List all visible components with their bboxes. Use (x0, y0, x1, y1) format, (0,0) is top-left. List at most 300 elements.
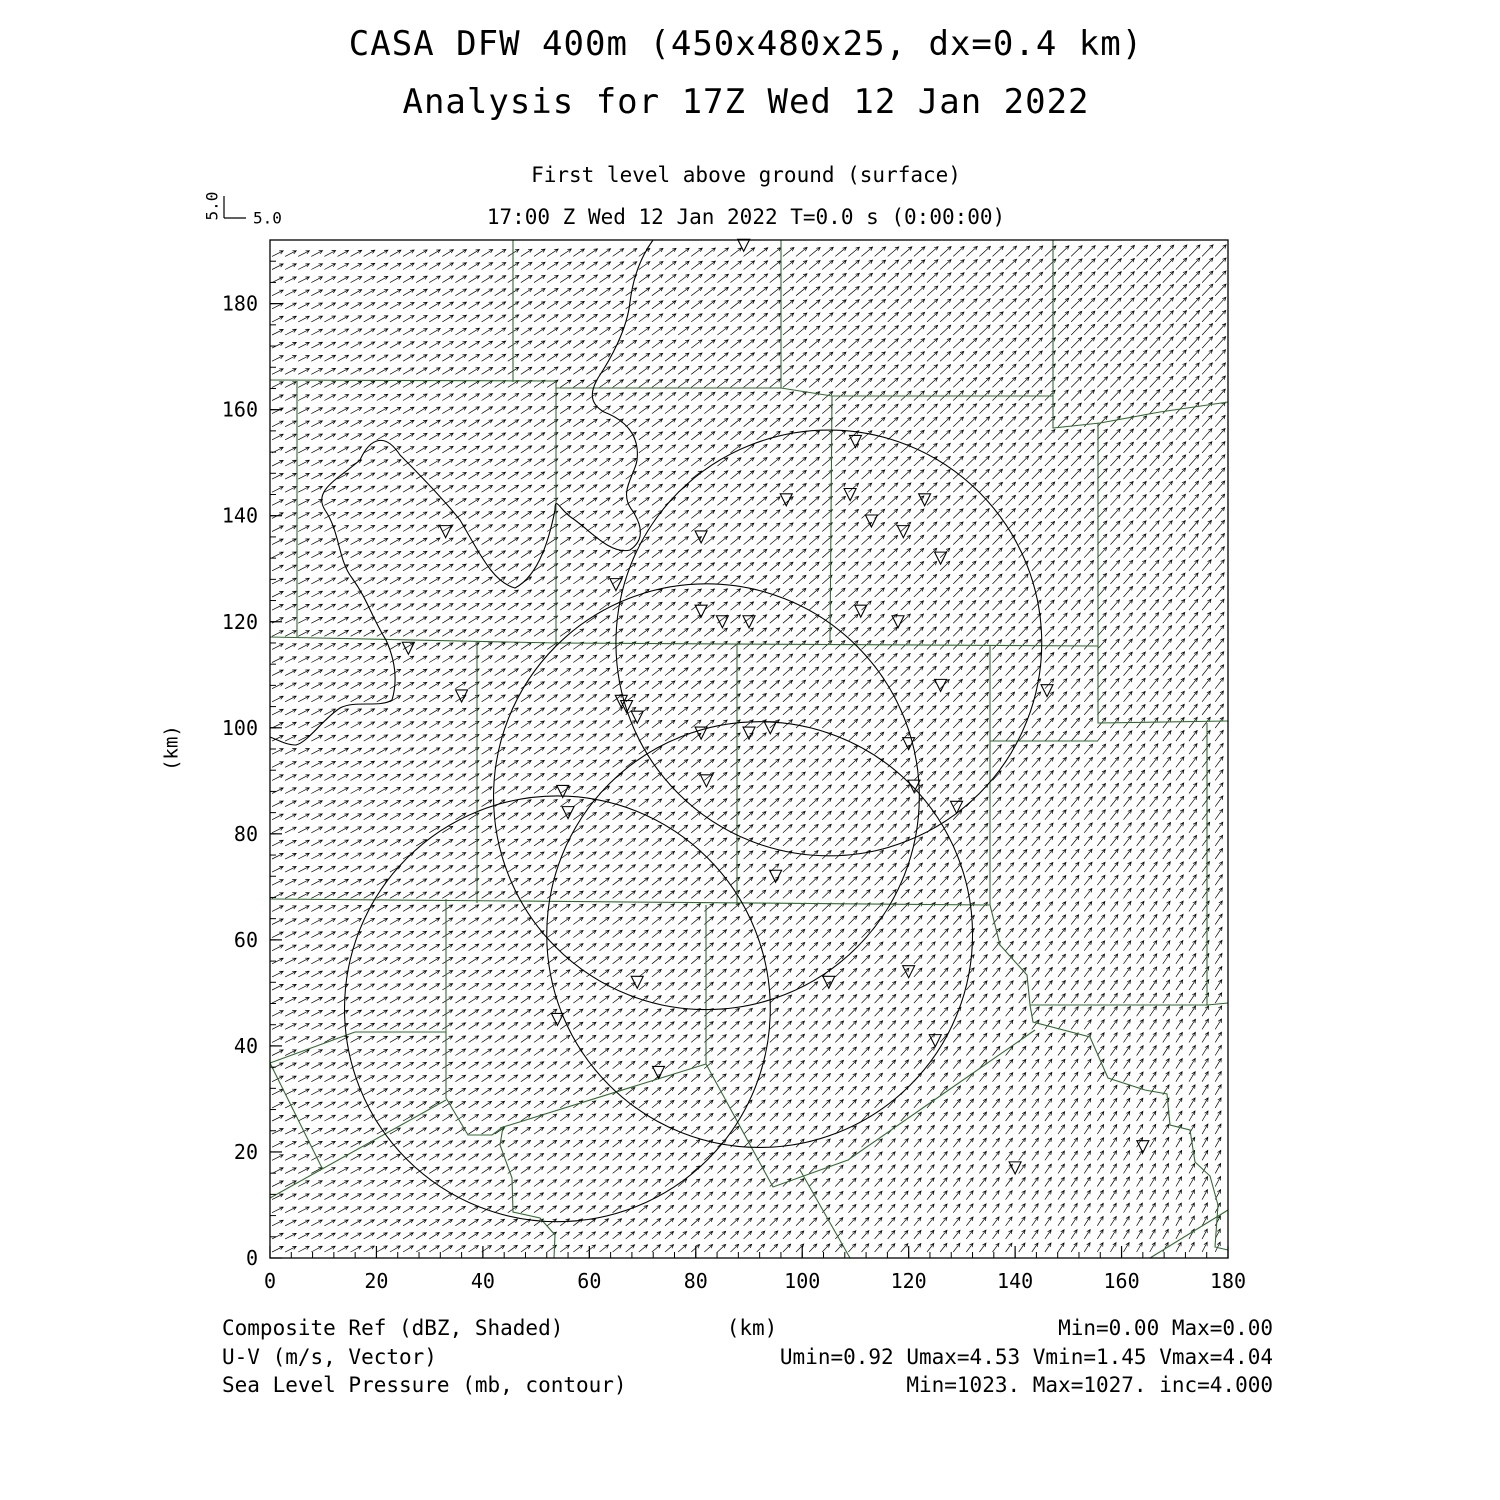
wind-vector (547, 1153, 557, 1160)
wind-vector (364, 394, 375, 400)
wind-vector (1189, 1019, 1196, 1029)
wind-vector (285, 893, 296, 899)
wind-vector (364, 1194, 375, 1200)
wind-vector (1110, 1059, 1117, 1069)
wind-vector (600, 498, 611, 506)
wind-vector (324, 447, 335, 453)
wind-vector (311, 631, 322, 637)
wind-vector (429, 381, 440, 388)
wind-vector (665, 379, 676, 387)
wind-vector (1006, 863, 1014, 872)
wind-vector (1032, 941, 1040, 951)
wind-vector (586, 1075, 596, 1082)
wind-vector (416, 525, 427, 531)
wind-vector (521, 511, 532, 518)
wind-vector (311, 932, 322, 938)
wind-vector (1150, 875, 1158, 885)
wind-vector (390, 1076, 401, 1082)
wind-vector (600, 865, 610, 872)
wind-vector (796, 575, 806, 584)
wind-vector (495, 1036, 505, 1043)
wind-vector (573, 1088, 583, 1095)
wind-vector (429, 1049, 439, 1055)
wind-vector (1176, 468, 1186, 479)
wind-vector (508, 616, 519, 623)
wind-vector (770, 772, 779, 780)
wind-vector (351, 447, 362, 453)
wind-vector (482, 407, 493, 414)
wind-vector (521, 1167, 531, 1174)
wind-vector (351, 905, 362, 911)
wind-vector (626, 1245, 635, 1252)
wind-vector (626, 1061, 635, 1068)
wind-vector (272, 526, 283, 532)
wind-vector (429, 840, 440, 846)
wind-vector (495, 721, 506, 728)
wind-vector (364, 787, 375, 793)
wind-vector (560, 773, 570, 780)
wind-vector (1150, 757, 1158, 767)
wind-vector (377, 1010, 388, 1016)
wind-vector (966, 784, 975, 793)
wind-vector (744, 654, 754, 662)
wind-vector (1084, 875, 1092, 885)
wind-vector (560, 616, 570, 623)
wind-vector (835, 365, 846, 374)
wind-vector (429, 1233, 439, 1239)
wind-vector (416, 1246, 426, 1252)
wind-vector (1032, 771, 1041, 781)
wind-vector (311, 447, 322, 453)
wind-vector (285, 814, 296, 820)
wind-vector (875, 772, 884, 781)
wind-vector (586, 459, 597, 467)
wind-vector (1110, 547, 1119, 558)
wind-vector (796, 1034, 805, 1042)
wind-vector (862, 1086, 870, 1094)
wind-vector (888, 863, 897, 872)
wind-vector (783, 549, 793, 558)
wind-vector (639, 353, 650, 361)
wind-vector (547, 1088, 557, 1095)
wind-vector (272, 1063, 283, 1069)
wind-vector (953, 614, 963, 624)
wind-vector (626, 406, 637, 414)
wind-vector (416, 1180, 426, 1186)
wind-vector (560, 970, 570, 977)
wind-vector (1163, 823, 1171, 833)
wind-vector (993, 653, 1002, 663)
wind-vector (482, 1049, 492, 1056)
wind-vector (1202, 468, 1212, 479)
wind-vector (364, 1167, 375, 1173)
wind-vector (639, 734, 649, 742)
wind-vector (1071, 652, 1080, 662)
wind-vector (1189, 1164, 1195, 1174)
wind-vector (848, 785, 857, 794)
wind-vector (600, 773, 610, 780)
wind-vector (731, 1218, 739, 1226)
wind-vector (600, 1022, 610, 1029)
wind-vector (783, 589, 793, 598)
wind-vector (1124, 1059, 1131, 1069)
wind-vector (311, 958, 322, 964)
wind-vector (364, 670, 375, 676)
wind-vector (1176, 941, 1183, 951)
wind-vector (809, 379, 820, 388)
wind-vector (442, 1010, 452, 1016)
wind-vector (311, 513, 322, 519)
wind-vector (573, 1166, 582, 1173)
wind-vector (1202, 967, 1209, 977)
wind-vector (311, 408, 322, 414)
wind-vector (1084, 731, 1093, 741)
wind-vector (1215, 1150, 1221, 1160)
wind-vector (665, 1153, 674, 1160)
wind-vector (678, 1114, 687, 1122)
wind-vector (1097, 574, 1106, 584)
wind-vector (953, 1165, 960, 1174)
wind-vector (888, 1034, 896, 1043)
wind-vector (455, 748, 466, 755)
wind-vector (416, 564, 427, 570)
wind-vector (1071, 718, 1080, 728)
wind-vector (1215, 980, 1222, 990)
wind-vector (1215, 455, 1225, 466)
wind-vector (324, 788, 335, 794)
wind-vector (416, 1141, 426, 1147)
wind-vector (482, 826, 492, 833)
wind-vector (809, 969, 818, 977)
wind-vector (586, 1232, 595, 1239)
wind-vector (927, 745, 936, 754)
wind-vector (1215, 481, 1225, 492)
wind-vector (835, 929, 844, 938)
wind-vector (1176, 1098, 1182, 1108)
wind-vector (455, 774, 466, 781)
wind-vector (704, 1245, 712, 1253)
wind-vector (665, 760, 675, 768)
wind-vector (377, 643, 388, 649)
wind-vector (1058, 639, 1067, 649)
wind-vector (1058, 954, 1066, 964)
wind-vector (521, 1088, 531, 1095)
wind-vector (901, 1034, 909, 1043)
wind-vector (848, 1191, 856, 1199)
wind-vector (1045, 521, 1055, 531)
wind-vector (691, 982, 700, 990)
wind-vector (665, 1140, 674, 1147)
wind-vector (1202, 914, 1209, 924)
wind-vector (875, 1191, 883, 1199)
wind-vector (1006, 941, 1014, 950)
wind-vector (469, 1010, 479, 1017)
wind-vector (744, 563, 754, 571)
wind-vector (416, 551, 427, 557)
wind-vector (1137, 1216, 1143, 1226)
wind-vector (1124, 678, 1133, 688)
wind-vector (285, 644, 296, 650)
wind-vector (338, 919, 349, 925)
wind-vector (534, 1232, 544, 1239)
wind-vector (324, 892, 335, 898)
wind-vector (613, 367, 624, 375)
wind-vector (822, 719, 831, 728)
wind-vector (429, 1154, 439, 1160)
wind-vector (442, 564, 453, 571)
wind-vector (652, 353, 663, 361)
wind-vector (953, 561, 963, 571)
wind-vector (573, 459, 584, 466)
wind-vector (1110, 377, 1120, 388)
wind-vector (770, 1218, 778, 1226)
wind-vector (573, 1206, 582, 1213)
wind-vector (390, 1062, 401, 1068)
wind-vector (848, 562, 858, 571)
wind-vector (875, 732, 884, 741)
wind-vector (1045, 1059, 1052, 1068)
wind-vector (652, 629, 662, 637)
wind-vector (403, 433, 414, 439)
wind-vector (770, 1034, 779, 1042)
wind-vector (796, 510, 806, 519)
wind-vector (704, 799, 714, 807)
wind-vector (626, 458, 637, 466)
wind-vector (285, 801, 296, 807)
wind-vector (351, 919, 362, 925)
wind-vector (1006, 876, 1014, 885)
wind-vector (600, 393, 611, 401)
wind-vector (508, 1114, 518, 1121)
wind-vector (783, 628, 793, 637)
wind-vector (1045, 613, 1054, 623)
wind-vector (626, 1166, 635, 1173)
wind-vector (390, 1154, 401, 1160)
wind-vector (338, 1089, 349, 1095)
wind-vector (1019, 1099, 1026, 1108)
wind-vector (770, 1061, 779, 1069)
wind-vector (822, 864, 831, 873)
wind-vector (979, 692, 988, 702)
wind-vector (1084, 429, 1094, 440)
wind-vector (364, 1023, 375, 1029)
wind-vector (848, 916, 857, 925)
wind-vector (495, 1219, 505, 1226)
wind-vector (993, 1138, 1000, 1147)
wind-vector (1071, 666, 1080, 676)
wind-vector (731, 956, 740, 964)
wind-vector (744, 458, 755, 466)
wind-vector (966, 706, 975, 715)
wind-vector (979, 981, 987, 990)
wind-vector (377, 486, 388, 492)
wind-vector (534, 1140, 544, 1147)
wind-vector (613, 812, 623, 819)
wind-vector (338, 591, 349, 597)
wind-vector (927, 614, 937, 623)
wind-vector (521, 996, 531, 1003)
wind-vector (1176, 665, 1185, 676)
wind-vector (324, 801, 335, 807)
wind-vector (1137, 455, 1147, 466)
wind-vector (1215, 1163, 1221, 1173)
wind-vector (429, 669, 440, 676)
wind-vector (1097, 836, 1105, 846)
wind-vector (665, 655, 675, 663)
wind-vector (1163, 494, 1173, 505)
wind-vector (285, 853, 296, 859)
wind-vector (324, 827, 335, 833)
wind-vector (613, 1192, 622, 1199)
wind-vector (848, 1244, 855, 1252)
wind-vector (966, 1099, 973, 1108)
wind-vector (888, 509, 898, 518)
wind-vector (691, 1035, 700, 1043)
wind-vector (678, 825, 688, 833)
wind-vector (862, 890, 871, 899)
wind-vector (324, 814, 335, 820)
wind-vector (731, 838, 740, 846)
wind-vector (1150, 928, 1157, 938)
wind-vector (1097, 1125, 1103, 1135)
wind-vector (1097, 639, 1106, 649)
wind-vector (521, 957, 531, 964)
wind-vector (796, 772, 805, 780)
wind-vector (652, 524, 662, 532)
wind-vector (993, 1033, 1000, 1042)
wind-vector (875, 470, 885, 479)
wind-vector (652, 1114, 661, 1121)
wind-vector (1097, 993, 1104, 1003)
wind-vector (744, 785, 754, 793)
wind-vector (298, 1063, 309, 1069)
wind-vector (429, 630, 440, 637)
wind-vector (809, 470, 819, 479)
wind-vector (403, 473, 414, 479)
wind-vector (783, 484, 793, 493)
wind-vector (1215, 743, 1223, 754)
wind-vector (285, 421, 296, 427)
wind-vector (1058, 757, 1067, 767)
chart-title-line1: CASA DFW 400m (450x480x25, dx=0.4 km) (348, 24, 1144, 64)
wind-vector (796, 916, 805, 924)
wind-vector (678, 445, 689, 453)
wind-vector (573, 1245, 582, 1252)
wind-vector (469, 1115, 479, 1122)
wind-vector (783, 667, 793, 676)
wind-vector (613, 445, 624, 453)
wind-vector (744, 379, 755, 388)
wind-vector (586, 550, 597, 557)
wind-vector (1189, 1059, 1195, 1069)
wind-vector (560, 655, 570, 662)
wind-vector (311, 1207, 322, 1213)
wind-vector (835, 1178, 843, 1186)
wind-vector (770, 785, 779, 793)
wind-vector (966, 1165, 973, 1174)
wind-vector (1110, 1230, 1116, 1239)
wind-vector (1084, 534, 1094, 544)
wind-vector (1019, 600, 1028, 610)
wind-vector (1163, 678, 1172, 689)
wind-vector (809, 772, 818, 781)
wind-vector (809, 1231, 817, 1239)
wind-vector (429, 944, 439, 950)
wind-vector (508, 983, 518, 990)
wind-vector (377, 827, 388, 833)
wind-vector (442, 839, 453, 846)
wind-vector (914, 430, 924, 440)
wind-vector (901, 955, 909, 964)
wind-vector (770, 562, 780, 571)
wind-vector (979, 1112, 986, 1121)
wind-vector (1137, 691, 1146, 701)
wind-vector (1189, 586, 1198, 597)
wind-vector (1045, 666, 1054, 676)
wind-vector (469, 472, 480, 479)
wind-vector (678, 930, 687, 938)
wind-vector (364, 801, 375, 807)
wind-vector (993, 627, 1002, 637)
wind-vector (744, 418, 755, 427)
wind-vector (1032, 1138, 1039, 1147)
wind-vector (862, 693, 871, 702)
wind-vector (298, 880, 309, 886)
wind-vector (1137, 823, 1145, 833)
wind-vector (521, 839, 531, 846)
wind-vector (770, 1113, 778, 1121)
wind-vector (1071, 1046, 1078, 1056)
wind-vector (416, 853, 427, 859)
wind-vector (1006, 771, 1015, 781)
wind-vector (1150, 704, 1159, 715)
wind-vector (678, 917, 687, 925)
wind-vector (573, 511, 584, 518)
wind-vector (1006, 784, 1015, 794)
wind-vector (822, 1008, 830, 1016)
wind-vector (1202, 678, 1211, 689)
wind-vector (285, 631, 296, 637)
wind-vector (338, 1207, 349, 1213)
wind-vector (298, 997, 309, 1003)
wind-vector (835, 1139, 843, 1147)
wind-vector (311, 539, 322, 545)
wind-vector (652, 969, 661, 977)
wind-vector (573, 931, 583, 938)
wind-vector (390, 735, 401, 741)
wind-vector (940, 1112, 947, 1121)
wind-vector (534, 747, 544, 754)
wind-vector (534, 852, 544, 859)
wind-vector (927, 588, 937, 597)
wind-vector (482, 918, 492, 925)
wind-vector (1032, 954, 1040, 963)
wind-vector (652, 1035, 661, 1043)
wind-vector (822, 890, 831, 898)
wind-vector (1058, 902, 1066, 912)
wind-vector (1215, 757, 1223, 768)
wind-vector (1189, 1190, 1195, 1200)
wind-vector (442, 643, 453, 650)
wind-vector (534, 616, 545, 623)
wind-vector (1163, 1019, 1170, 1029)
wind-vector (586, 812, 596, 819)
wind-vector (927, 470, 937, 480)
wind-vector (665, 1218, 674, 1225)
wind-vector (364, 892, 375, 898)
wind-vector (875, 785, 884, 794)
wind-vector (626, 1035, 635, 1042)
